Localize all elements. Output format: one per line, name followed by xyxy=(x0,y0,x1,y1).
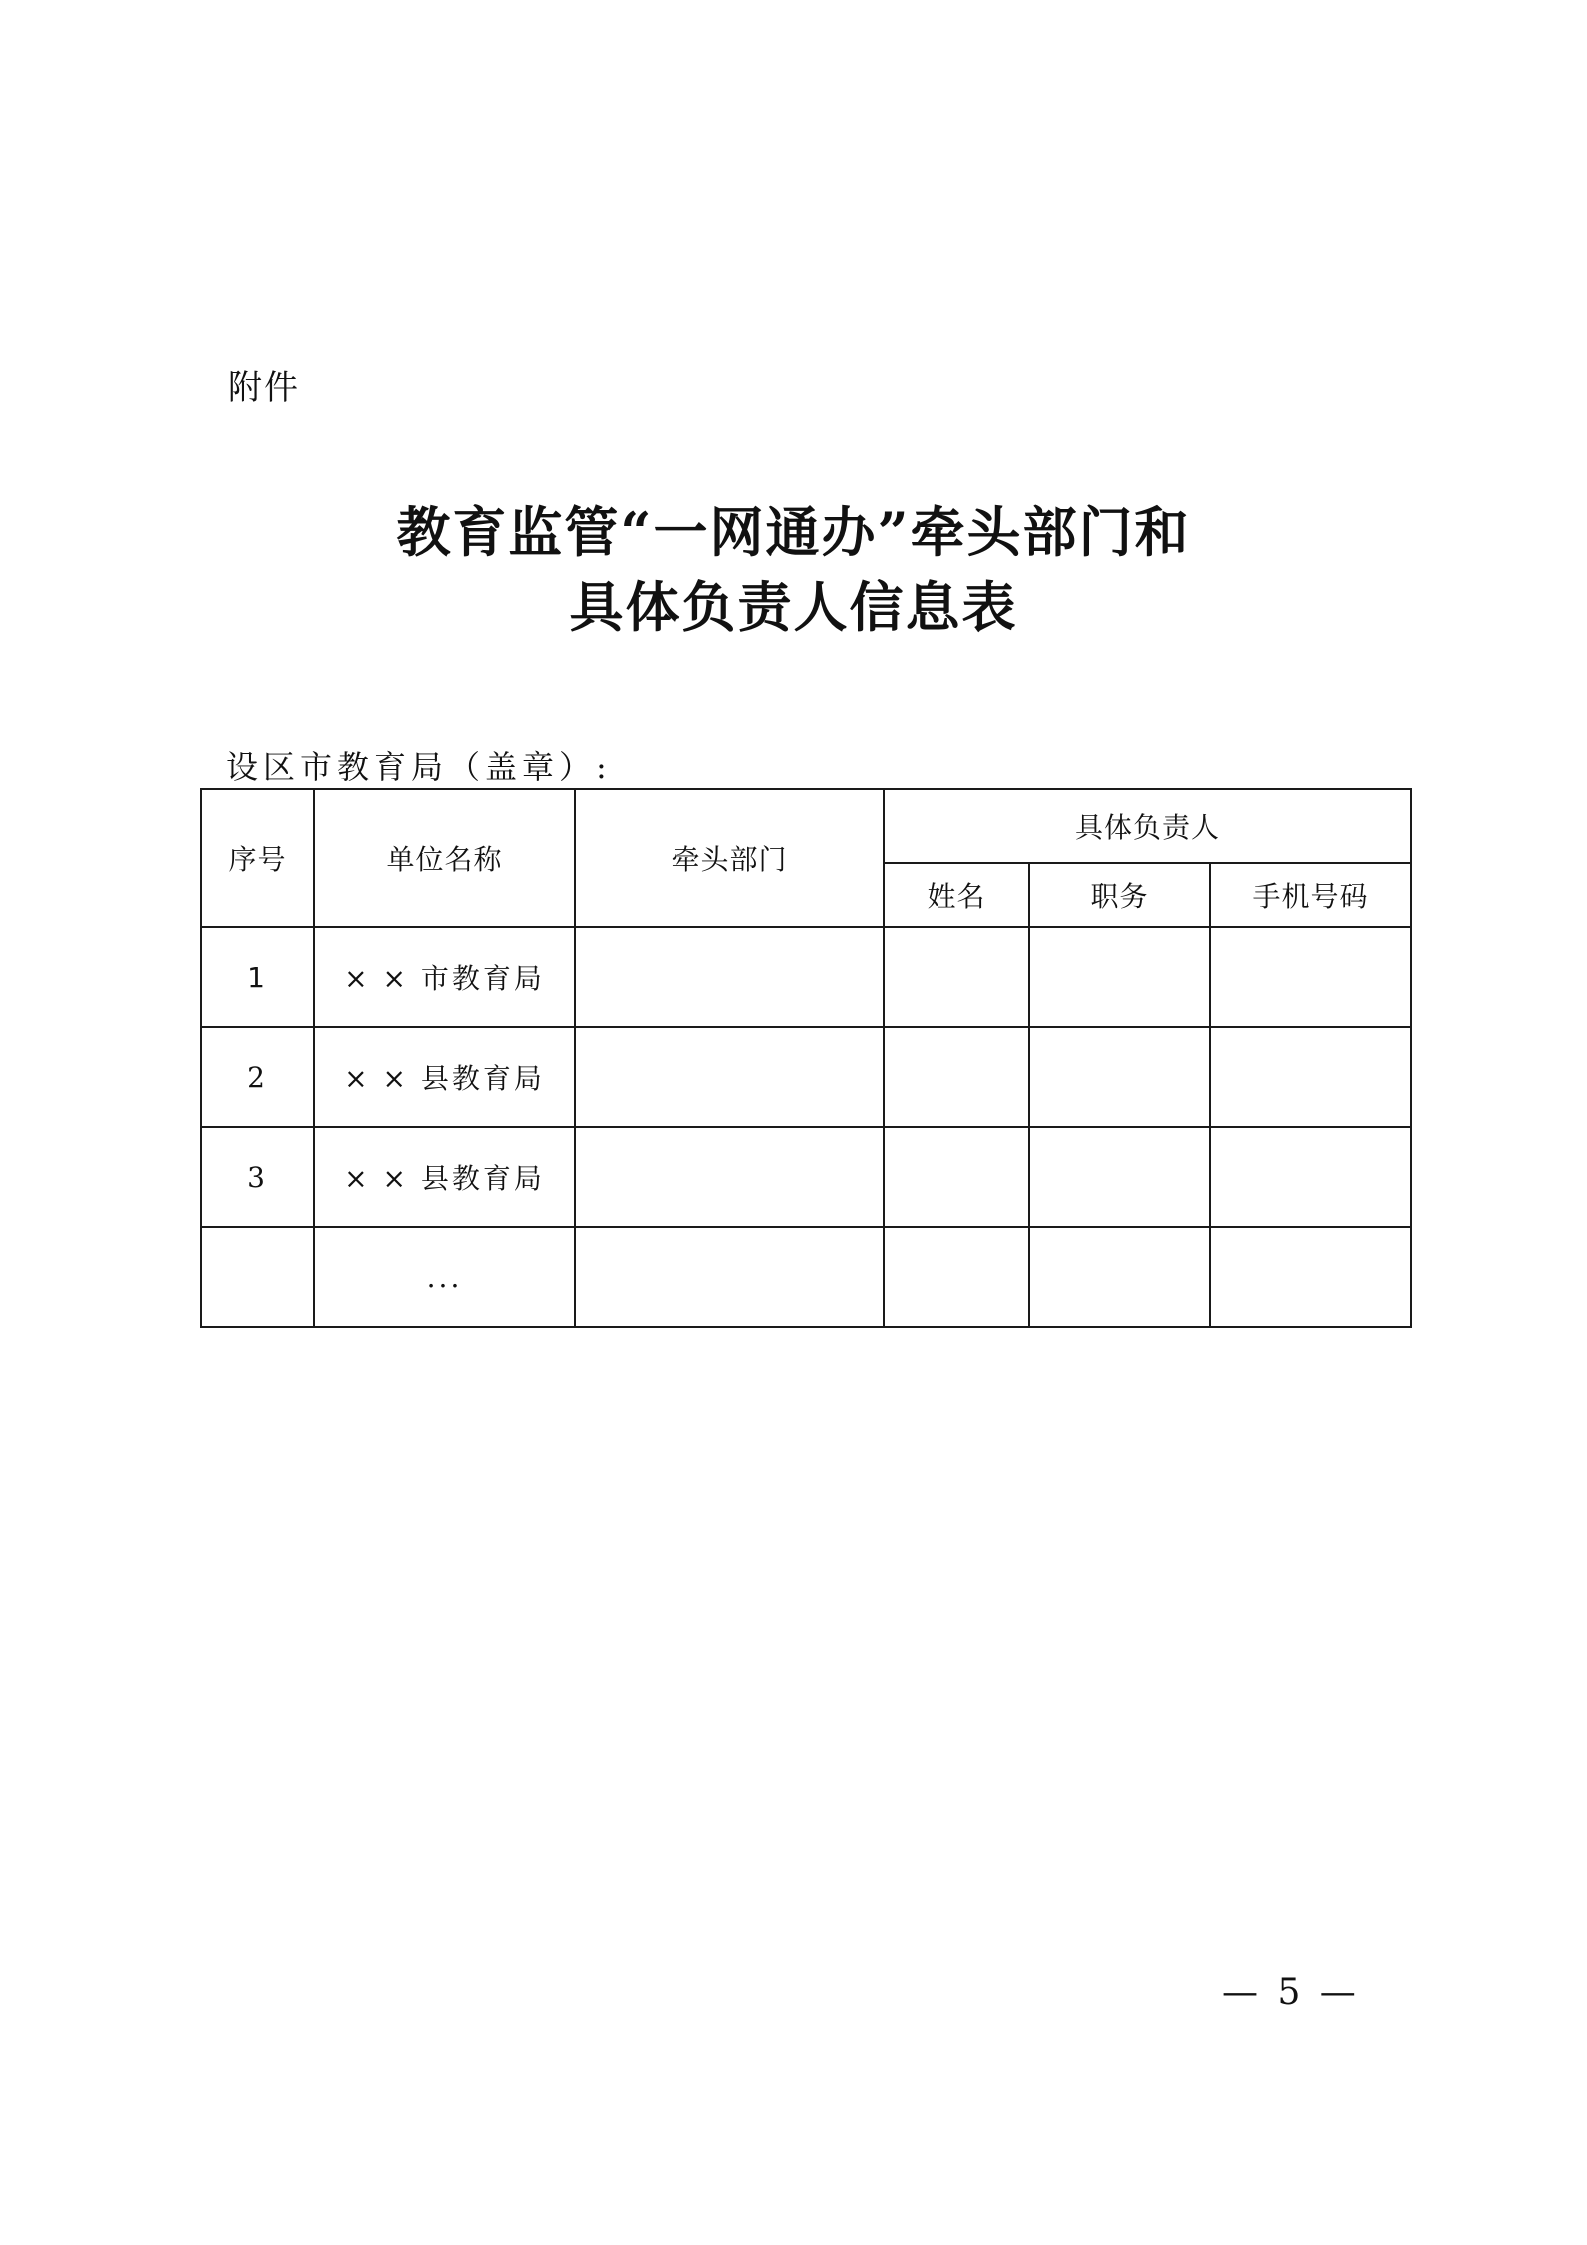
cell-seq xyxy=(201,1227,314,1327)
cell-unit-name: × × 县教育局 xyxy=(314,1127,575,1227)
table-row xyxy=(201,1227,1411,1327)
cell-lead-department[interactable] xyxy=(575,1127,884,1227)
table-row xyxy=(201,1127,1411,1227)
document-title-line-2: 具体负责人信息表 xyxy=(569,575,1018,639)
table-row xyxy=(201,927,1411,1027)
cell-phone[interactable] xyxy=(1210,1027,1411,1127)
document-title-line-1: 教育监管“一网通办”牵头部门和 xyxy=(396,500,1191,564)
cell-phone[interactable] xyxy=(1210,1227,1411,1327)
header-name: 姓名 xyxy=(884,863,1029,927)
cell-seq: 1 xyxy=(201,927,314,1027)
cell-position[interactable] xyxy=(1029,1027,1210,1127)
header-phone: 手机号码 xyxy=(1210,863,1411,927)
cell-position[interactable] xyxy=(1029,927,1210,1027)
header-position: 职务 xyxy=(1029,863,1210,927)
attachment-label: 附件 xyxy=(228,368,300,408)
cell-unit-name: × × 县教育局 xyxy=(314,1027,575,1127)
seal-line: 设区市教育局（盖章）: xyxy=(226,748,612,786)
cell-name[interactable] xyxy=(884,1027,1029,1127)
cell-name[interactable] xyxy=(884,927,1029,1027)
cell-name[interactable] xyxy=(884,1127,1029,1227)
cell-unit-name: ... xyxy=(314,1227,575,1327)
cell-seq: 3 xyxy=(201,1127,314,1227)
info-table xyxy=(200,788,1412,1328)
cell-lead-department[interactable] xyxy=(575,1227,884,1327)
table-row xyxy=(201,1027,1411,1127)
header-lead-department: 牵头部门 xyxy=(575,789,884,927)
cell-name[interactable] xyxy=(884,1227,1029,1327)
cell-position[interactable] xyxy=(1029,1227,1210,1327)
table-header-row xyxy=(201,789,1411,863)
cell-lead-department[interactable] xyxy=(575,927,884,1027)
header-unit-name: 单位名称 xyxy=(314,789,575,927)
cell-position[interactable] xyxy=(1029,1127,1210,1227)
page-number: — 5 — xyxy=(1222,1972,1360,2013)
cell-unit-name: × × 市教育局 xyxy=(314,927,575,1027)
header-seq: 序号 xyxy=(201,789,314,927)
cell-seq: 2 xyxy=(201,1027,314,1127)
header-responsible-person: 具体负责人 xyxy=(884,789,1411,863)
cell-phone[interactable] xyxy=(1210,927,1411,1027)
cell-phone[interactable] xyxy=(1210,1127,1411,1227)
cell-lead-department[interactable] xyxy=(575,1027,884,1127)
